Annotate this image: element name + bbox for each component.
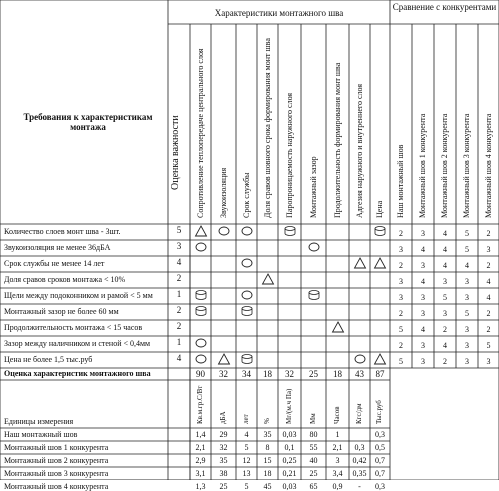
competitor-rating: 2 (443, 325, 447, 334)
competitor-rating: 5 (465, 229, 469, 238)
circle-symbol-icon (194, 353, 208, 365)
characteristics-group-title: Характеристики монтажного шва (214, 8, 344, 18)
unit-label: Тыс.руб (375, 400, 383, 424)
competitor-rating: 5 (486, 341, 491, 350)
value-row-label: Монтажный шов 2 конкурента (4, 456, 109, 465)
cylinder-symbol-icon (194, 289, 208, 301)
competitor-rating: 5 (399, 357, 403, 366)
competitor-rating: 4 (421, 277, 425, 286)
value-cell: 0,21 (282, 469, 297, 478)
competitor-rating: 3 (421, 229, 425, 238)
requirement-label: Доля сравов сроков монтажа < 10% (4, 275, 126, 284)
value-cell: 0,9 (332, 482, 343, 491)
evaluation-value: 32 (219, 369, 228, 379)
value-cell: 0,3 (375, 430, 385, 439)
competition-title: Сравнение с конкурентами (392, 2, 497, 12)
evaluation-value: 25 (309, 369, 318, 379)
importance-value: 4 (176, 257, 182, 267)
value-cell: 65 (309, 482, 318, 491)
value-cell: 0,3 (375, 482, 385, 491)
value-cell: 5 (244, 443, 249, 452)
competitor-rating: 3 (465, 277, 469, 286)
value-cell: 1,3 (195, 482, 206, 491)
triangle-symbol-icon (373, 353, 387, 365)
requirement-label: Продолжительность монтажа < 15 часов (4, 323, 143, 332)
circle-symbol-icon (240, 289, 254, 301)
value-cell: 0,42 (352, 456, 367, 465)
evaluation-value: 90 (196, 369, 205, 379)
triangle-symbol-icon (194, 225, 208, 237)
competitor-rating: 4 (443, 229, 447, 238)
triangle-symbol-icon (261, 273, 275, 285)
value-cell: 0,5 (375, 443, 385, 452)
competitor-rating: 2 (443, 357, 447, 366)
value-cell: 38 (219, 469, 228, 478)
value-cell: 5 (244, 482, 249, 491)
importance-value: 2 (176, 305, 182, 315)
competitor-rating: 2 (399, 309, 403, 318)
value-cell: 4 (244, 430, 249, 439)
value-cell: 3,1 (195, 469, 206, 478)
competitor-rating: 4 (421, 325, 425, 334)
competitor-rating: 3 (421, 341, 425, 350)
circle-symbol-icon (307, 241, 321, 253)
competitor-rating: 2 (399, 229, 403, 238)
competitor-rating: 3 (399, 245, 403, 254)
circle-symbol-icon (194, 241, 208, 253)
competitor-rating: 2 (399, 261, 403, 270)
competitor-rating: 3 (465, 293, 469, 302)
characteristic-header: Срок службы (241, 172, 251, 218)
competitor-rating: 5 (399, 325, 403, 334)
competitor-rating: 3 (421, 293, 425, 302)
unit-label: % (262, 418, 271, 424)
characteristic-header: Цена (375, 200, 384, 218)
unit-label: Кв.м.гр.С/Вт (195, 385, 204, 424)
competitor-rating: 4 (465, 261, 469, 270)
value-row-label: Монтажный шов 3 конкурента (4, 469, 109, 478)
value-cell: 0,7 (375, 456, 385, 465)
evaluation-value: 43 (355, 369, 364, 379)
cylinder-symbol-icon (240, 353, 254, 365)
value-cell: 45 (263, 482, 272, 491)
circle-symbol-icon (217, 225, 231, 237)
circle-symbol-icon (240, 257, 254, 269)
value-cell: 0,03 (282, 482, 297, 491)
unit-label: лет (241, 414, 250, 424)
value-cell: 35 (263, 430, 272, 439)
requirement-label: Цена не более 1,5 тыс.руб (4, 355, 93, 364)
competitor-rating: 4 (443, 341, 447, 350)
value-cell: 3,4 (332, 469, 343, 478)
value-cell: 32 (219, 443, 228, 452)
value-cell: 2,9 (195, 456, 206, 465)
importance-header: Оценка важности (170, 115, 181, 190)
competitor-rating: 4 (443, 245, 447, 254)
requirement-label: Монтажный зазор не более 60 мм (4, 307, 119, 316)
requirement-label: Щели между подоконником и рамой < 5 мм (4, 291, 153, 300)
cylinder-symbol-icon (194, 305, 208, 317)
competitor-rating: 3 (421, 261, 425, 270)
cylinder-symbol-icon (283, 225, 297, 237)
competitor-rating: 3 (443, 277, 447, 286)
characteristic-header: Паропроницаемость наружного слоя (284, 92, 294, 218)
characteristic-header: Монтажный зазор (308, 156, 318, 218)
competitor-rating: 5 (443, 293, 447, 302)
evaluation-value: 18 (263, 369, 272, 379)
competitor-rating: 4 (421, 245, 425, 254)
importance-value: 2 (176, 273, 182, 283)
characteristic-header: Адгезия наружного и внутреннего слоя (354, 83, 364, 218)
value-cell: 55 (309, 443, 318, 452)
circle-symbol-icon (240, 225, 254, 237)
circle-symbol-icon (194, 337, 208, 349)
characteristic-header: Звукоизоляция (218, 167, 228, 218)
competitor-rating: 2 (486, 325, 491, 334)
value-cell: 0,1 (284, 443, 295, 452)
value-cell: 2,1 (332, 443, 343, 452)
competitor-rating: 3 (465, 357, 469, 366)
value-cell: 0,7 (375, 469, 385, 478)
importance-value: 4 (176, 353, 182, 363)
requirement-label: Срок службы не менее 14 лет (4, 259, 105, 268)
competitor-header: Монтажный шов 3 конкурента (462, 113, 471, 218)
requirement-label: Звукоизоляция не менее 36дБА (4, 243, 111, 252)
value-cell: 3 (335, 456, 340, 465)
evaluation-value: 87 (375, 369, 385, 379)
importance-value: 3 (176, 241, 182, 251)
competitor-rating: 2 (486, 229, 491, 238)
competitor-rating: 3 (421, 357, 425, 366)
characteristic-header: Продолжительность формирования монт шва (332, 62, 342, 218)
value-cell: 15 (263, 456, 272, 465)
characteristic-header: Доля сравов шовного срока формирования монт шва (262, 38, 272, 218)
importance-value: 5 (176, 225, 182, 235)
unit-label: Кгс/дм (354, 403, 363, 424)
value-cell: 1 (335, 430, 340, 439)
value-cell: 0,35 (352, 469, 367, 478)
competitor-rating: 2 (486, 309, 491, 318)
competitor-rating: 3 (399, 277, 403, 286)
value-cell: 8 (265, 443, 270, 452)
competitor-rating: 3 (421, 309, 425, 318)
value-cell: 12 (242, 456, 251, 465)
competitor-rating: 5 (465, 309, 469, 318)
triangle-symbol-icon (353, 257, 367, 269)
competitor-header: Монтажный шов 4 конкурента (483, 113, 493, 218)
competitor-rating: 3 (465, 341, 469, 350)
value-row-label: Наш монтажный шов (4, 430, 78, 439)
value-cell: 80 (309, 430, 318, 439)
unit-label: дБА (218, 411, 227, 424)
value-cell: 35 (219, 456, 228, 465)
circle-symbol-icon (353, 353, 367, 365)
cylinder-symbol-icon (373, 225, 387, 237)
value-cell: 0,03 (282, 430, 297, 439)
evaluation-value: 34 (242, 369, 251, 379)
units-label: Единицы измерения (4, 417, 74, 426)
value-row-label: Монтажный шов 4 конкурента (4, 482, 109, 491)
requirement-label: Количество слоев монт шва - 3шт. (4, 227, 121, 236)
competitor-rating: 3 (443, 309, 447, 318)
cylinder-symbol-icon (307, 289, 321, 301)
competitor-rating: 2 (486, 261, 491, 270)
value-cell: 29 (219, 430, 228, 439)
competitor-rating: 5 (465, 245, 469, 254)
importance-value: 1 (176, 289, 182, 299)
triangle-symbol-icon (217, 353, 231, 365)
evaluation-value: 18 (333, 369, 342, 379)
value-cell: 1,4 (195, 430, 206, 439)
value-cell: 0,3 (354, 443, 365, 452)
competitor-rating: 3 (399, 293, 403, 302)
importance-value: 2 (176, 321, 182, 331)
triangle-symbol-icon (373, 257, 387, 269)
competitor-header: Монтажный шов 1 конкурента (418, 113, 427, 218)
value-cell: 25 (309, 469, 318, 478)
evaluation-label: Оценка характеристик монтажного шва (4, 369, 151, 378)
requirements-title: Требования к характеристикам монтажа (23, 112, 153, 132)
competitor-rating: 3 (465, 325, 469, 334)
characteristic-header: Сопротивление теплопередаче центрального слоя (195, 48, 205, 218)
competitor-rating: 4 (443, 261, 447, 270)
unit-label: Мм (308, 413, 317, 424)
competitor-rating: 4 (486, 277, 491, 286)
unit-label: Часов (332, 406, 341, 424)
cylinder-symbol-icon (240, 305, 254, 317)
value-cell: 18 (263, 469, 272, 478)
importance-value: 1 (176, 337, 182, 347)
evaluation-value: 32 (285, 369, 294, 379)
value-cell: 0,25 (282, 456, 297, 465)
requirement-label: Зазор между наличником и стеной < 0,4мм (4, 339, 151, 348)
competitor-rating: 2 (399, 341, 403, 350)
unit-label: Мг/(м.ч Па) (284, 388, 293, 424)
triangle-symbol-icon (331, 321, 345, 333)
competitor-rating: 3 (486, 245, 491, 254)
value-cell: - (358, 482, 361, 491)
value-cell: 2,1 (195, 443, 206, 452)
value-row-label: Монтажный шов 1 конкурента (4, 443, 109, 452)
competitor-rating: 3 (486, 357, 491, 366)
value-cell: 25 (219, 482, 228, 491)
competitor-rating: 4 (486, 293, 491, 302)
value-cell: 13 (242, 469, 251, 478)
competitor-header: Наш монтажный шов (396, 144, 405, 218)
competitor-header: Монтажный шов 2 конкурента (440, 113, 449, 218)
value-cell: 40 (309, 456, 318, 465)
